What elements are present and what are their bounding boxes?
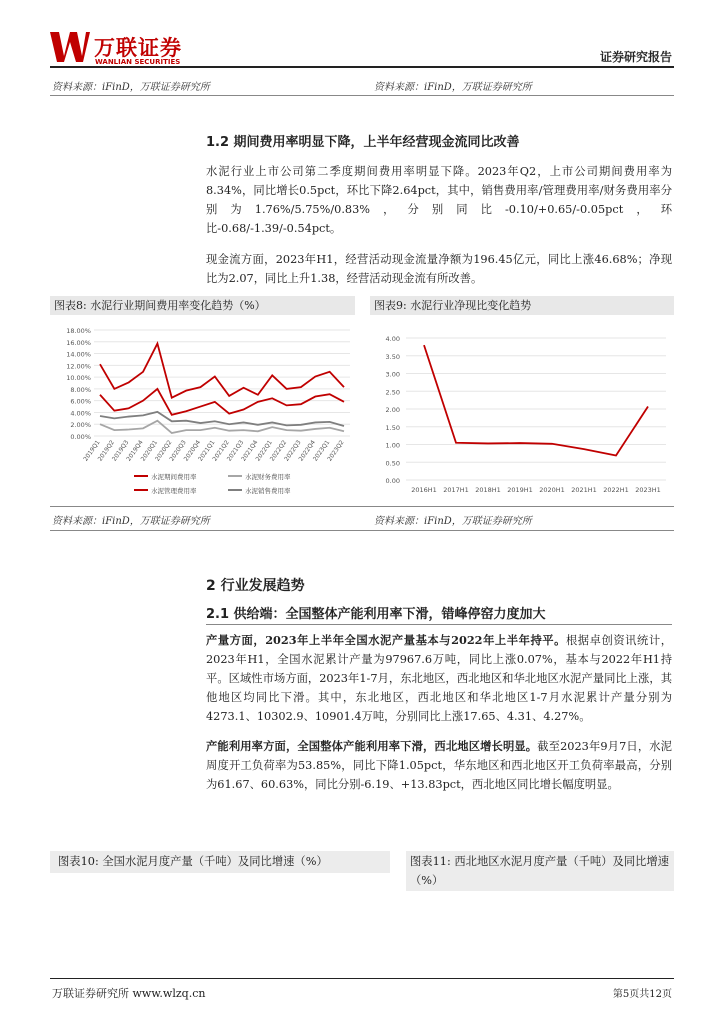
logo — [50, 30, 210, 70]
legend-label: 水泥期间费用率 — [151, 473, 197, 481]
fig11-title: 图表11: 西北地区水泥月度产量（千吨）及同比增速（%） — [406, 851, 674, 891]
x-tick-label: 2020Q4 — [182, 439, 203, 463]
fig9-title: 图表9: 水泥行业净现比变化趋势 — [370, 296, 674, 315]
series-line — [100, 389, 344, 415]
x-tick-label: 2021Q1 — [197, 439, 217, 463]
y-tick-label: 0.50 — [385, 459, 400, 468]
y-tick-label: 1.00 — [385, 441, 400, 450]
y-tick-label: 10.00% — [66, 374, 91, 383]
fig8-title: 图表8: 水泥行业期间费用率变化趋势（%） — [50, 296, 355, 315]
y-tick-label: 14.00% — [66, 350, 91, 359]
x-tick-label: 2021H1 — [571, 486, 597, 494]
y-tick-label: 4.00 — [385, 335, 400, 343]
section-1-2-para-2: 现金流方面，2023年H1，经营活动现金流量净额为196.45亿元，同比上涨46.68%；净现比为2.07，同比上升1.38，经营活动现金流有所改善。 — [206, 253, 672, 285]
x-tick-label: 2019Q2 — [96, 439, 116, 463]
x-tick-label: 2019Q3 — [110, 439, 131, 463]
y-tick-label: 12.00% — [66, 362, 91, 371]
x-tick-label: 2022H1 — [603, 486, 629, 494]
x-tick-label: 2019Q1 — [82, 439, 102, 463]
y-tick-label: 4.00% — [70, 409, 91, 418]
logo-mark — [50, 30, 90, 64]
footer-right: 第5页共12页 — [612, 989, 672, 1000]
section-2-1-para-2 — [206, 737, 672, 794]
para-2-lead: 产能利用率方面，全国整体产能利用率下滑，西北地区增长明显。 — [206, 739, 538, 753]
fig10-title: 图表10: 全国水泥月度产量（千吨）及同比增速（%） — [50, 851, 390, 873]
legend-label: 水泥管理费用率 — [151, 487, 197, 495]
x-tick-label: 2019Q4 — [125, 439, 145, 463]
x-tick-label: 2020Q2 — [154, 439, 174, 463]
x-tick-label: 2018H1 — [475, 486, 501, 494]
series-line — [424, 345, 648, 455]
y-tick-label: 3.00 — [385, 370, 400, 379]
divider — [50, 530, 674, 531]
section-2-1-para-1 — [206, 631, 672, 726]
footer-left: 万联证券研究所 www.wlzq.cn — [52, 987, 206, 1000]
x-tick-label: 2020Q1 — [139, 439, 160, 463]
x-tick-label: 2019H1 — [507, 486, 533, 494]
source-top-right: 资料来源：iFinD，万联证券研究所 — [374, 82, 532, 93]
x-tick-label: 2017H1 — [443, 486, 469, 494]
x-tick-label: 2022Q1 — [254, 439, 274, 463]
divider — [50, 506, 674, 507]
report-type: 证券研究报告 — [599, 50, 672, 64]
y-tick-label: 16.00% — [66, 338, 91, 347]
section-1-2-title: 1.2 期间费用率明显下降，上半年经营现金流同比改善 — [206, 135, 520, 150]
x-tick-label: 2021Q4 — [240, 439, 260, 463]
x-tick-label: 2020H1 — [539, 486, 565, 494]
footer-rule — [50, 978, 674, 979]
section-1-2-para-1: 水泥行业上市公司第二季度期间费用率明显下降。2023年Q2，上市公司期间费用率为8.34%，同比增长0.5pct，环比下降2.64pct，其中，销售费用率/管理费用率/财务费用率分别为1.76%/5.75%/0.83%，分别同比-0.10/+0.65/-0.05pct，环比-0.68/-1.39/-0.54pct。 — [206, 165, 672, 235]
x-tick-label: 2022Q4 — [297, 439, 317, 463]
x-tick-label: 2021Q2 — [211, 439, 231, 463]
x-tick-label: 2023Q1 — [311, 439, 332, 463]
section-2-1-underline — [206, 624, 672, 625]
legend-label: 水泥销售费用率 — [245, 487, 291, 495]
header-rule — [50, 66, 674, 68]
para-1-body: 根据卓创资讯统计，2023年H1，全国水泥累计产量为97967.6万吨，同比上涨0.07%，基本与2022年H1持平。区域性市场方面，2023年1-7月，东北地区，西北地区和华北地区水泥产量同比上涨，其他地区均同比下滑。其中，东北地区，西北地区和华北地区1-7月水泥累计产量分别为4273.1、10302.9、10901.4万吨，分别同比上涨17.65、4.31、4.27%。 — [206, 634, 672, 723]
x-tick-label: 2022Q2 — [268, 439, 289, 463]
y-tick-label: 0.00% — [70, 433, 91, 441]
source-mid-right: 资料来源：iFinD，万联证券研究所 — [374, 516, 532, 527]
y-tick-label: 1.50 — [385, 423, 400, 432]
y-tick-label: 3.50 — [385, 352, 400, 361]
y-tick-label: 2.00% — [70, 421, 91, 430]
para-1-lead: 产量方面，2023年上半年全国水泥产量基本与2022年上半年持平。 — [206, 633, 566, 647]
x-tick-label: 2022Q3 — [283, 439, 303, 463]
x-tick-label: 2016H1 — [411, 486, 437, 494]
y-tick-label: 8.00% — [70, 385, 91, 394]
x-tick-label: 2023Q2 — [326, 439, 346, 463]
fig8-chart — [50, 320, 360, 500]
y-tick-label: 18.00% — [66, 327, 91, 335]
y-tick-label: 6.00% — [70, 397, 91, 406]
source-top-left: 资料来源：iFinD，万联证券研究所 — [52, 82, 210, 93]
section-2-title: 2 行业发展趋势 — [206, 578, 305, 594]
legend-label: 水泥财务费用率 — [245, 473, 291, 481]
x-tick-label: 2023H1 — [635, 486, 661, 494]
y-tick-label: 2.50 — [385, 388, 400, 397]
series-line — [100, 344, 344, 398]
divider — [50, 95, 674, 96]
y-tick-label: 2.00 — [385, 406, 400, 414]
x-tick-label: 2020Q3 — [168, 439, 188, 463]
fig9-chart — [370, 320, 674, 500]
section-2-1-title: 2.1 供给端：全国整体产能利用率下滑，错峰停窑力度加大 — [206, 607, 546, 622]
x-tick-label: 2021Q3 — [225, 439, 246, 463]
logo-text: 万联证券 — [94, 36, 182, 60]
logo-subtext: WANLIAN SECURITIES — [95, 58, 181, 66]
y-tick-label: 0.00 — [385, 477, 400, 485]
source-mid-left: 资料来源：iFinD，万联证券研究所 — [52, 516, 210, 527]
para-2-body: 截至2023年9月7日，水泥周度开工负荷率为53.85%，同比下降1.05pct，华东地区和西北地区开工负荷率最高，分别为61.67、60.63%，同比分别-6.19、+13.83pct，西北地区同比增长幅度明显。 — [206, 740, 672, 791]
